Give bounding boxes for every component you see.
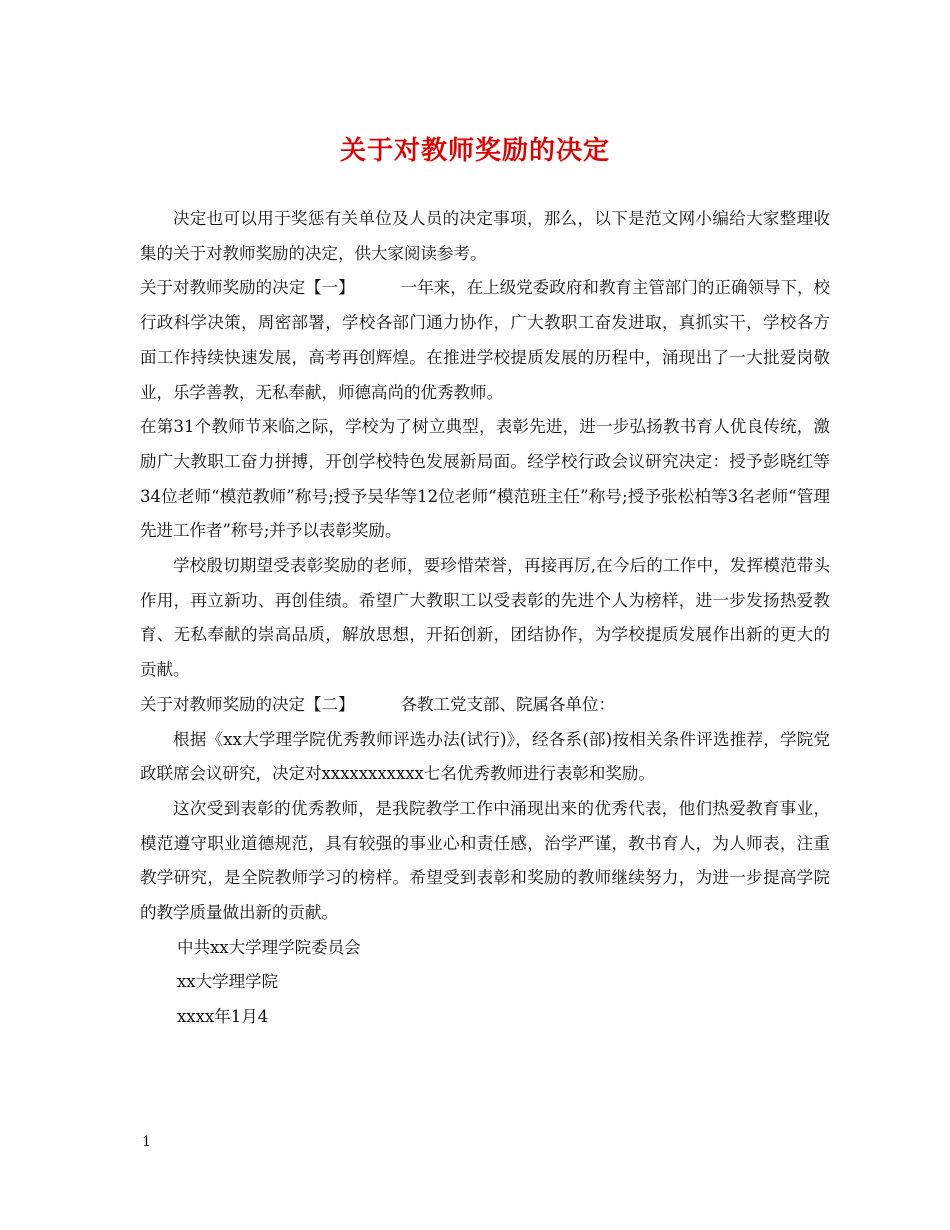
- section1-paragraph2: 在第31个教师节来临之际，学校为了树立典型，表彰先进，进一步弘扬教书育人优良传统，激励广大教职工奋力拼搏，开创学校特色发展新局面。经学校行政会议研究决定：授予彭晓红等34位老师“模范教师”称号;授予吴华等12位老师“模范班主任”称号;授予张松柏等3名老师“管理先进工作者”称号;并予以表彰奖励。: [140, 417, 830, 541]
- document-body: [140, 202, 830, 1035]
- signature-date: xxxx年1月4: [177, 1007, 269, 1027]
- section2-heading: 关于对教师奖励的决定【二】: [140, 694, 355, 714]
- section2-salutation: 各教工党支部、院属各单位：: [400, 694, 615, 714]
- intro-paragraph: 决定也可以用于奖惩有关单位及人员的决定事项，那么，以下是范文网小编给大家整理收集的关于对教师奖励的决定，供大家阅读参考。: [140, 209, 830, 263]
- signature-institution: xx大学理学院: [177, 972, 279, 992]
- page-number: 1: [142, 1134, 151, 1150]
- section1-opening: [140, 271, 830, 410]
- section1-heading: 关于对教师奖励的决定【一】: [140, 278, 355, 298]
- section1-paragraph1: 一年来，在上级党委政府和教育主管部门的正确领导下，校行政科学决策，周密部署，学校各部门通力协作，广大教职工奋发进取，真抓实干，学校各方面工作持续快速发展，高考再创辉煌。在推进学校提质发展的历程中，涌现出了一大批爱岗敬业，乐学善教，无私奉献，师德高尚的优秀教师。: [140, 278, 831, 402]
- section2-opening: [140, 688, 830, 723]
- document-title: 关于对教师奖励的决定: [339, 136, 610, 166]
- section1-paragraph3: 学校殷切期望受表彰奖励的老师，要珍惜荣誉，再接再厉,在今后的工作中，发挥模范带头作用，再立新功、再创佳绩。希望广大教职工以受表彰的先进个人为榜样，进一步发扬热爱教育、无私奉献的崇高品质，解放思想，开拓创新，团结协作，为学校提质发展作出新的更大的贡献。: [140, 556, 830, 680]
- section2-paragraph1: 根据《xx大学理学院优秀教师评选办法(试行)》，经各系(部)按相关条件评选推荐，学院党政联席会议研究，决定对xxxxxxxxxxx七名优秀教师进行表彰和奖励。: [140, 729, 830, 784]
- signature-organization: 中共xx大学理学院委员会: [177, 937, 361, 957]
- section2-paragraph2: 这次受到表彰的优秀教师，是我院教学工作中涌现出来的优秀代表，他们热爱教育事业，模范遵守职业道德规范，具有较强的事业心和责任感，治学严谨，教书育人，为人师表，注重教学研究，是全院教师学习的榜样。希望受到表彰和奖励的教师继续努力，为进一步提高学院的教学质量做出新的贡献。: [140, 798, 830, 923]
